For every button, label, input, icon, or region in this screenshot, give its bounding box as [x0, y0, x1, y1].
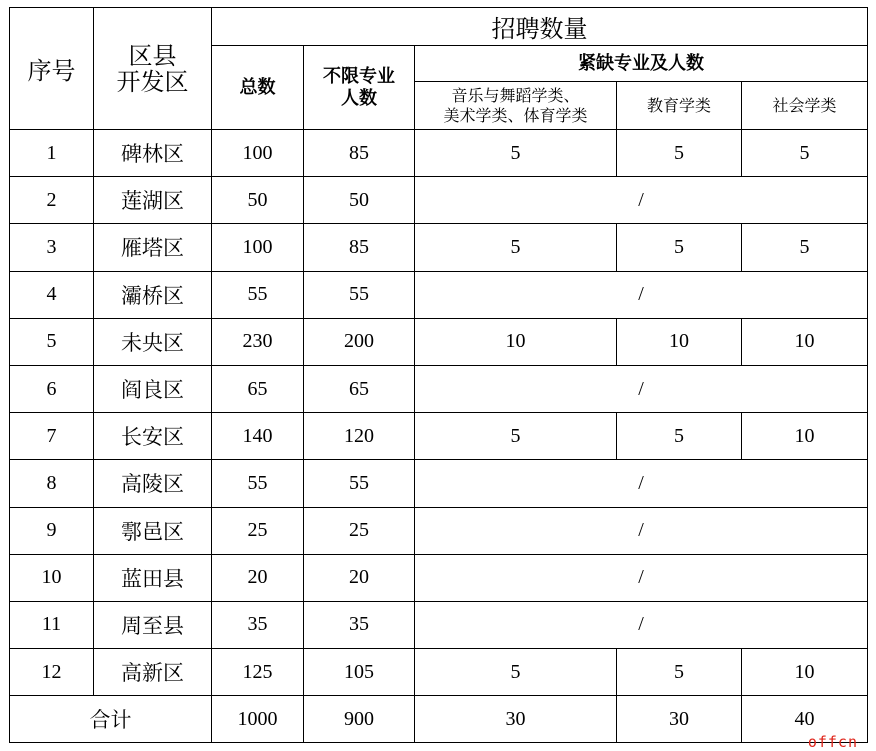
table-row [10, 507, 868, 554]
total-count: 65 [212, 365, 304, 412]
table-row [10, 554, 868, 601]
music-art-sports-header [415, 82, 617, 130]
unrestricted-count: 65 [304, 365, 415, 412]
unrestricted-header-line1: 不限专业 [323, 65, 395, 87]
total-count: 50 [212, 177, 304, 224]
table-row [10, 460, 868, 507]
table-row [10, 177, 868, 224]
shortage-header: 紧缺专业及人数 [415, 46, 868, 82]
total-count: 230 [212, 318, 304, 365]
unrestricted-header-line2: 人数 [341, 87, 377, 109]
grand-education: 30 [617, 696, 742, 743]
shortage-merged: / [415, 554, 868, 601]
table-row [10, 224, 868, 271]
row-index: 4 [10, 271, 94, 318]
index-header: 序号 [10, 8, 94, 130]
table-row [10, 649, 868, 696]
social-header: 社会学类 [742, 82, 868, 130]
total-count: 55 [212, 460, 304, 507]
table-row [10, 318, 868, 365]
total-label: 合计 [10, 696, 212, 743]
row-index: 9 [10, 507, 94, 554]
district-header [94, 8, 212, 130]
district-name: 碑林区 [94, 130, 212, 177]
total-count: 100 [212, 224, 304, 271]
row-index: 12 [10, 649, 94, 696]
music-count: 5 [415, 224, 617, 271]
grand-social: 40 [742, 696, 868, 743]
education-count: 5 [617, 224, 742, 271]
shortage-merged: / [415, 177, 868, 224]
music-header-line1: 音乐与舞蹈学类、 [451, 85, 580, 105]
district-name: 周至县 [94, 601, 212, 648]
total-count: 140 [212, 413, 304, 460]
table-row [10, 365, 868, 412]
total-count: 35 [212, 601, 304, 648]
shortage-merged: / [415, 460, 868, 507]
district-header-line2: 开发区 [116, 67, 189, 96]
recruitment-table [9, 7, 868, 743]
unrestricted-count: 50 [304, 177, 415, 224]
social-count: 10 [742, 318, 868, 365]
row-index: 10 [10, 554, 94, 601]
unrestricted-count: 200 [304, 318, 415, 365]
row-index: 2 [10, 177, 94, 224]
shortage-merged: / [415, 601, 868, 648]
row-index: 11 [10, 601, 94, 648]
district-header-line1: 区县 [128, 41, 177, 70]
header-row-1 [10, 8, 868, 46]
table-row [10, 601, 868, 648]
social-count: 10 [742, 413, 868, 460]
total-header: 总数 [212, 46, 304, 130]
table-row [10, 130, 868, 177]
music-header-line2: 美术学类、体育学类 [443, 105, 588, 125]
total-count: 100 [212, 130, 304, 177]
music-count: 5 [415, 649, 617, 696]
recruit-count-header: 招聘数量 [212, 8, 868, 46]
district-name: 蓝田县 [94, 554, 212, 601]
district-name: 阎良区 [94, 365, 212, 412]
total-row [10, 696, 868, 743]
education-count: 5 [617, 130, 742, 177]
district-name: 灞桥区 [94, 271, 212, 318]
education-count: 5 [617, 413, 742, 460]
shortage-merged: / [415, 271, 868, 318]
district-name: 未央区 [94, 318, 212, 365]
education-header: 教育学类 [617, 82, 742, 130]
row-index: 1 [10, 130, 94, 177]
unrestricted-count: 20 [304, 554, 415, 601]
education-count: 5 [617, 649, 742, 696]
total-count: 20 [212, 554, 304, 601]
total-count: 25 [212, 507, 304, 554]
unrestricted-header [304, 46, 415, 130]
district-name: 高新区 [94, 649, 212, 696]
district-name: 高陵区 [94, 460, 212, 507]
music-count: 5 [415, 413, 617, 460]
unrestricted-count: 35 [304, 601, 415, 648]
grand-unrestricted: 900 [304, 696, 415, 743]
unrestricted-count: 55 [304, 460, 415, 507]
table-row [10, 271, 868, 318]
shortage-merged: / [415, 365, 868, 412]
unrestricted-count: 85 [304, 130, 415, 177]
row-index: 8 [10, 460, 94, 507]
music-count: 10 [415, 318, 617, 365]
unrestricted-count: 120 [304, 413, 415, 460]
unrestricted-count: 55 [304, 271, 415, 318]
social-count: 5 [742, 224, 868, 271]
district-name: 长安区 [94, 413, 212, 460]
unrestricted-count: 25 [304, 507, 415, 554]
watermark: offcn [807, 733, 858, 751]
grand-music: 30 [415, 696, 617, 743]
social-count: 5 [742, 130, 868, 177]
total-count: 125 [212, 649, 304, 696]
music-count: 5 [415, 130, 617, 177]
row-index: 7 [10, 413, 94, 460]
district-name: 莲湖区 [94, 177, 212, 224]
social-count: 10 [742, 649, 868, 696]
row-index: 3 [10, 224, 94, 271]
table-row [10, 413, 868, 460]
district-name: 雁塔区 [94, 224, 212, 271]
row-index: 6 [10, 365, 94, 412]
education-count: 10 [617, 318, 742, 365]
grand-total: 1000 [212, 696, 304, 743]
unrestricted-count: 105 [304, 649, 415, 696]
district-name: 鄠邑区 [94, 507, 212, 554]
unrestricted-count: 85 [304, 224, 415, 271]
shortage-merged: / [415, 507, 868, 554]
total-count: 55 [212, 271, 304, 318]
row-index: 5 [10, 318, 94, 365]
